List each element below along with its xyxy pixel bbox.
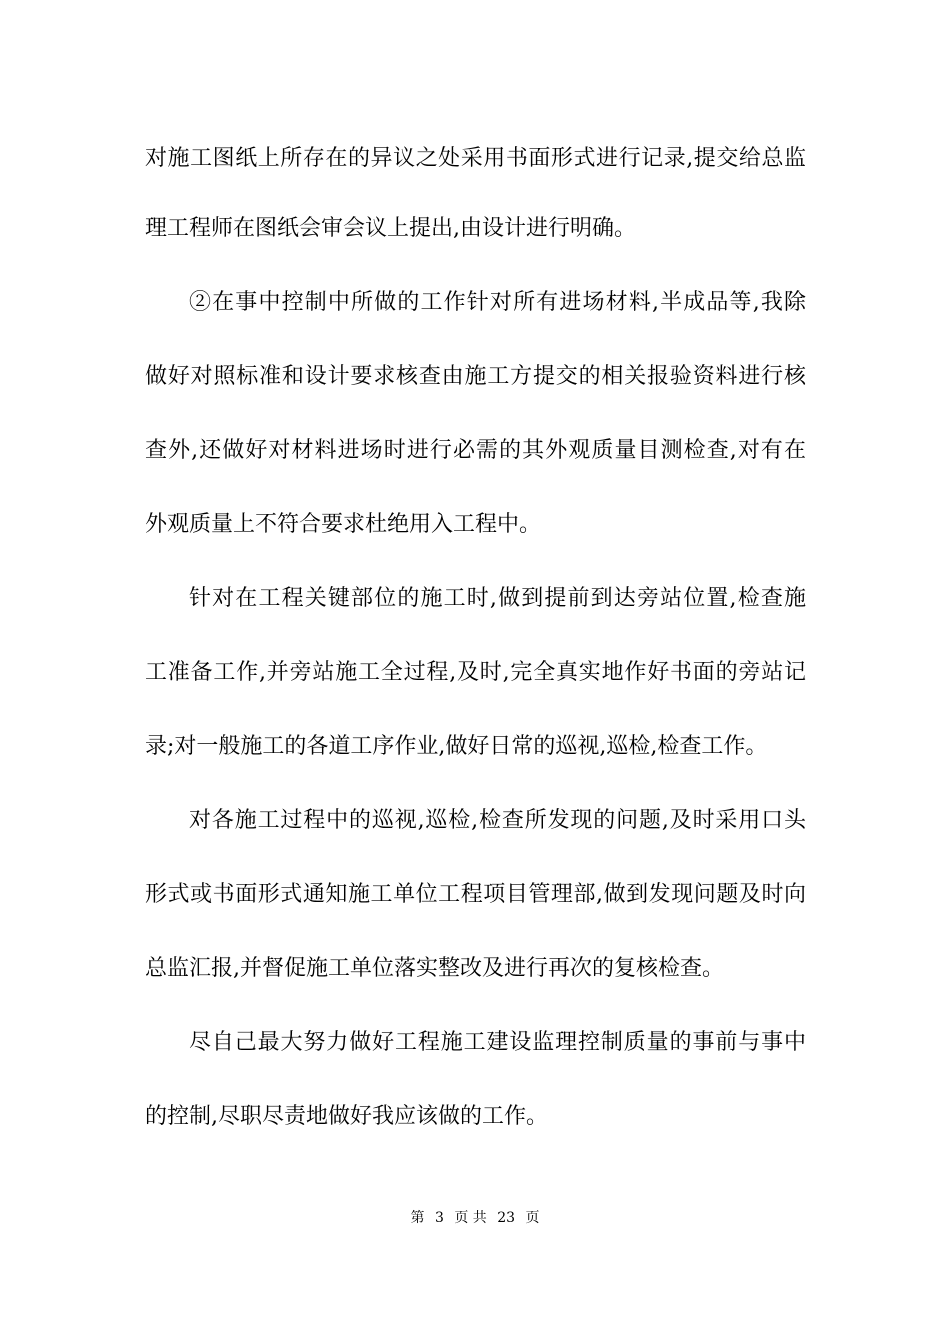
text-line-12: 总监汇报,并督促施工单位落实整改及进行再次的复核检查。: [145, 956, 724, 981]
text-line-13: 尽自己最大努力做好工程施工建设监理控制质量的事前与事中: [189, 1030, 806, 1055]
text-line-5: 查外,还做好对材料进场时进行必需的其外观质量目测检查,对有在: [145, 438, 806, 463]
page-footer: [0, 1209, 950, 1227]
text-line-4: 做好对照标准和设计要求核查由施工方提交的相关报验资料进行核: [145, 364, 806, 389]
text-line-10: 对各施工过程中的巡视,巡检,检查所发现的问题,及时采用口头: [189, 808, 806, 833]
footer-total-pages: 23: [497, 1210, 516, 1226]
footer-prefix: 第: [410, 1210, 425, 1226]
text-line-7: 针对在工程关键部位的施工时,做到提前到达旁站位置,检查施: [189, 586, 806, 611]
footer-middle: 页 共: [454, 1210, 487, 1226]
footer-suffix: 页: [525, 1210, 540, 1226]
footer-current-page: 3: [434, 1210, 444, 1226]
text-line-11: 形式或书面形式通知施工单位工程项目管理部,做到发现问题及时向: [145, 882, 806, 907]
text-line-2: 理工程师在图纸会审会议上提出,由设计进行明确。: [145, 216, 636, 241]
text-line-8: 工准备工作,并旁站施工全过程,及时,完全真实地作好书面的旁站记: [145, 660, 806, 685]
text-line-14: 的控制,尽职尽责地做好我应该做的工作。: [145, 1104, 548, 1129]
text-line-3: ②在事中控制中所做的工作针对所有进场材料,半成品等,我除: [189, 290, 806, 315]
text-line-6: 外观质量上不符合要求杜绝用入工程中。: [145, 512, 542, 537]
text-line-9: 录;对一般施工的各道工序作业,做好日常的巡视,巡检,检查工作。: [145, 734, 768, 759]
text-line-1: 对施工图纸上所存在的异议之处采用书面形式进行记录,提交给总监: [145, 146, 806, 171]
